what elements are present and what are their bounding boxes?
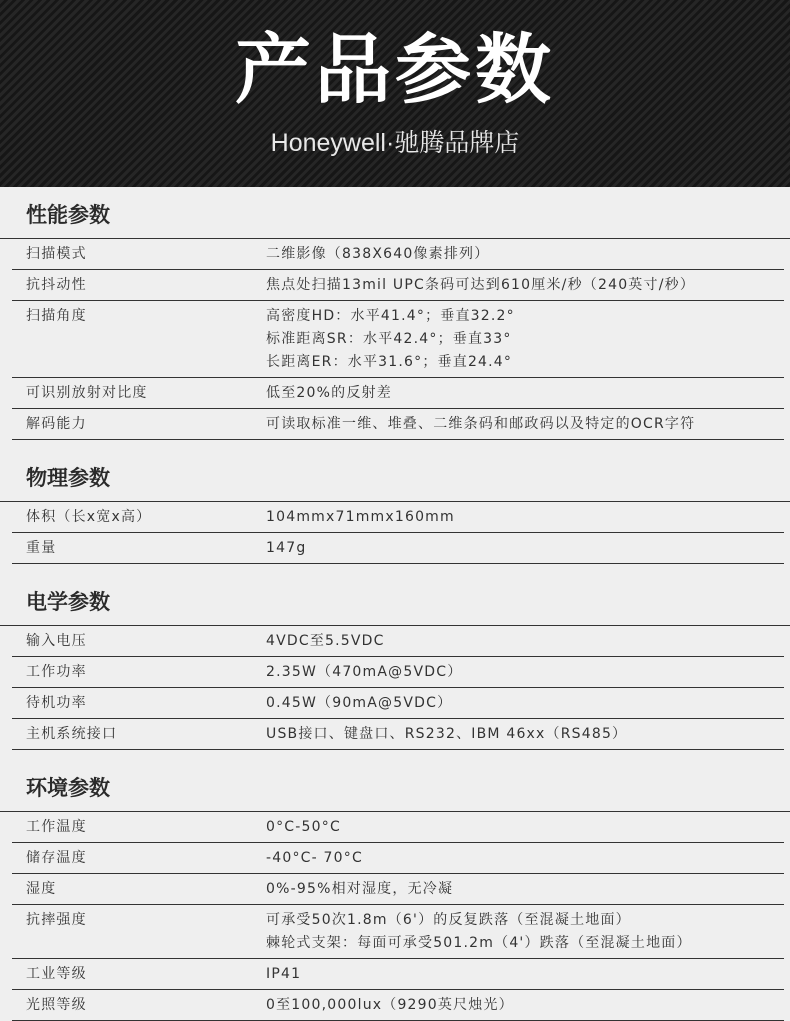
spec-value (266, 626, 784, 656)
spec-label: 工作温度 (26, 819, 87, 835)
spec-value (266, 843, 784, 873)
spec-row (12, 959, 784, 990)
spec-value-line: 4VDC至5.5VDC (266, 633, 385, 649)
spec-value-line: 0.45W（90mA@5VDC） (266, 695, 453, 711)
spec-value (266, 502, 784, 532)
spec-row (12, 812, 784, 843)
spec-row (12, 270, 784, 301)
spec-value-line: -40°C- 70°C (266, 850, 363, 866)
spec-label: 工作功率 (26, 664, 87, 680)
spec-sections (0, 187, 790, 1021)
spec-row (12, 626, 784, 657)
spec-value-line: 标准距离SR：水平42.4°；垂直33° (266, 331, 512, 347)
spec-value (266, 239, 784, 269)
spec-value-line: 2.35W（470mA@5VDC） (266, 664, 463, 680)
spec-label: 抗抖动性 (26, 277, 87, 293)
spec-label: 扫描模式 (26, 246, 87, 262)
spec-value-line: 0%-95%相对湿度，无冷凝 (266, 881, 454, 897)
spec-label: 储存温度 (26, 850, 87, 866)
spec-value (266, 533, 784, 563)
spec-value (266, 812, 784, 842)
spec-value-line: 0至100,000lux（9290英尺烛光） (266, 997, 514, 1013)
spec-value-line: 二维影像（838X640像素排列） (266, 246, 490, 262)
spec-value (266, 874, 784, 904)
spec-value-line: 长距离ER：水平31.6°；垂直24.4° (266, 354, 513, 370)
spec-label: 待机功率 (26, 695, 87, 711)
spec-label: 湿度 (26, 881, 57, 897)
spec-row (12, 533, 784, 564)
spec-label: 工业等级 (26, 966, 87, 982)
spec-value (266, 301, 784, 377)
spec-row (12, 990, 784, 1021)
spec-value-line: 高密度HD：水平41.4°；垂直32.2° (266, 308, 515, 324)
spec-value-line: USB接口、键盘口、RS232、IBM 46xx（RS485） (266, 726, 628, 742)
page-title: 产品参数 (235, 25, 555, 114)
section-gap (0, 750, 790, 760)
spec-value-line: 焦点处扫描13mil UPC条码可达到610厘米/秒（240英寸/秒） (266, 277, 696, 293)
spec-value (266, 905, 784, 958)
spec-row (12, 409, 784, 440)
spec-label: 体积（长x宽x高） (26, 509, 152, 525)
spec-row (12, 301, 784, 378)
section-title: 电学参数 (0, 574, 790, 626)
spec-value-line: 可读取标准一维、堆叠、二维条码和邮政码以及特定的OCR字符 (266, 416, 696, 432)
spec-row (12, 239, 784, 270)
spec-label: 主机系统接口 (26, 726, 118, 742)
spec-value (266, 688, 784, 718)
spec-value (266, 409, 784, 439)
spec-label: 扫描角度 (26, 308, 87, 324)
spec-value-line: 棘轮式支架：每面可承受501.2m（4'）跌落（至混凝土地面） (266, 935, 692, 951)
spec-row (12, 905, 784, 959)
spec-row (12, 719, 784, 750)
spec-value (266, 990, 784, 1020)
spec-value (266, 270, 784, 300)
spec-value-line: 147g (266, 540, 307, 556)
spec-row (12, 843, 784, 874)
section-title: 环境参数 (0, 760, 790, 812)
spec-value-line: 104mmx71mmx160mm (266, 509, 455, 525)
spec-value-line: 0°C-50°C (266, 819, 341, 835)
spec-value (266, 719, 784, 749)
section-gap (0, 440, 790, 450)
spec-row (12, 688, 784, 719)
spec-value (266, 378, 784, 408)
spec-label: 光照等级 (26, 997, 87, 1013)
spec-row (12, 502, 784, 533)
spec-value-line: IP41 (266, 966, 302, 982)
section-title: 性能参数 (0, 187, 790, 239)
header-banner (0, 0, 790, 187)
spec-label: 重量 (26, 540, 57, 556)
section-gap (0, 564, 790, 574)
spec-label: 解码能力 (26, 416, 87, 432)
spec-value (266, 959, 784, 989)
store-name: Honeywell·驰腾品牌店 (270, 129, 520, 157)
spec-label: 可识别放射对比度 (26, 385, 148, 401)
spec-label: 抗摔强度 (26, 912, 87, 928)
spec-row (12, 874, 784, 905)
spec-row (12, 657, 784, 688)
spec-value-line: 低至20%的反射差 (266, 385, 392, 401)
section-title: 物理参数 (0, 450, 790, 502)
spec-row (12, 378, 784, 409)
spec-value (266, 657, 784, 687)
spec-value-line: 可承受50次1.8m（6'）的反复跌落（至混凝土地面） (266, 912, 631, 928)
spec-label: 输入电压 (26, 633, 87, 649)
